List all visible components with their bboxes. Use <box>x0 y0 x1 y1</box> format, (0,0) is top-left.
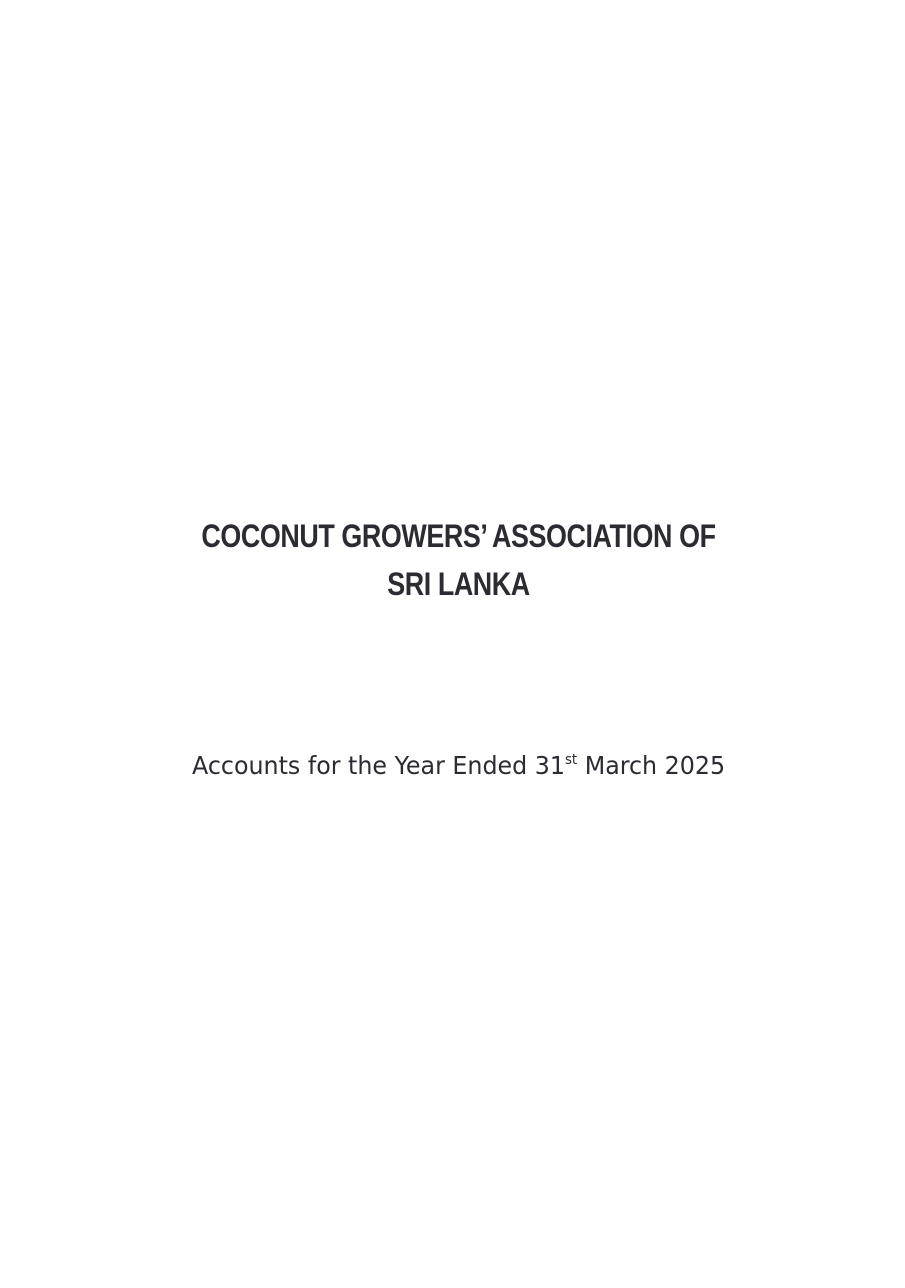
subtitle-text <box>192 748 725 784</box>
subtitle-ordinal-suffix: st <box>564 752 578 768</box>
accounts-period-subtitle <box>0 748 905 784</box>
title-line-2: SRI LANKA <box>387 566 530 602</box>
subtitle-suffix: March 2025 <box>577 751 726 780</box>
organization-title <box>0 512 905 608</box>
title-line-1: COCONUT GROWERS’ ASSOCIATION OF <box>201 518 716 554</box>
subtitle-prefix: Accounts for the Year Ended 31 <box>191 751 565 780</box>
